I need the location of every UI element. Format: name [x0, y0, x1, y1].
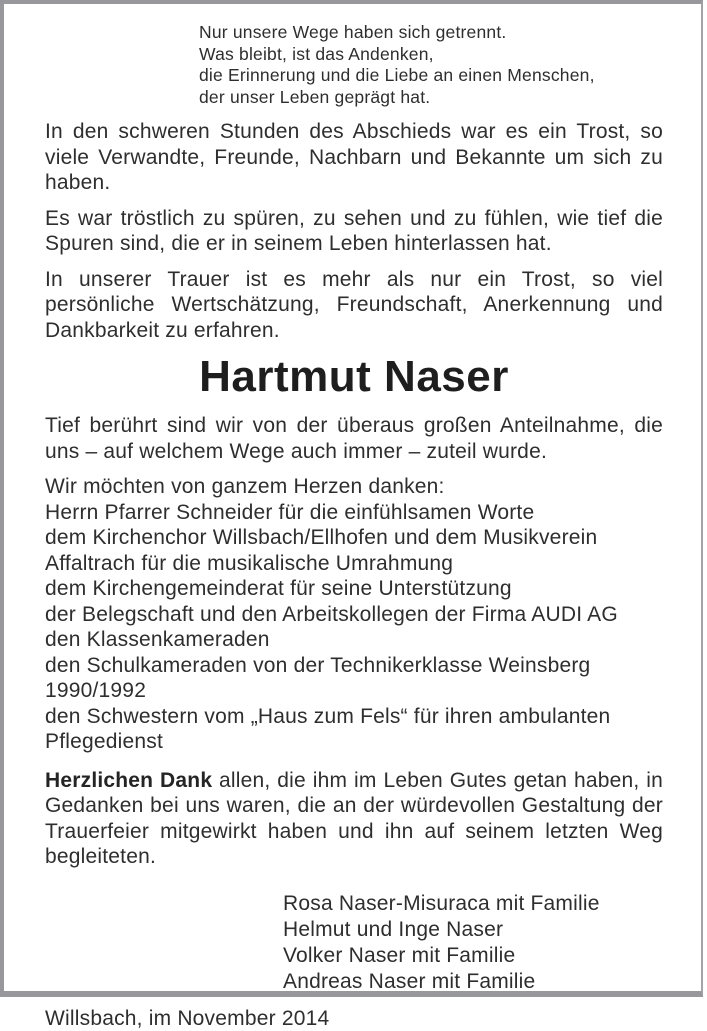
thanks-item: Herrn Pfarrer Schneider für die einfühlsamen Worte: [45, 500, 535, 524]
deceased-name: Hartmut Naser: [199, 352, 509, 402]
paragraph-touched: Tief berührt sind wir von der überaus großen Anteilnahme, die uns – auf welchem Wege auch immer – zuteil wurde.: [45, 414, 663, 463]
paragraph-comfort: Es war tröstlich zu spüren, zu sehen und zu fühlen, wie tief die Spuren sind, die er in seinem Leben hinterlassen hat.: [45, 206, 663, 256]
opening-quote: [199, 22, 663, 108]
thanks-item: den Schwestern vom „Haus zum Fels“ für ihren ambulanten Pflegedienst: [45, 704, 611, 754]
thanks-item: der Belegschaft und den Arbeitskollegen der Firma AUDI AG: [45, 602, 618, 626]
paragraph-gratitude: In unserer Trauer ist es mehr als nur ein Trost, so viel persönliche Wertschätzung, Freundschaft, Anerkennung und Dankbarkeit zu erfahren.: [45, 267, 663, 342]
closing-bold-lead: Herzlichen Dank: [45, 768, 213, 792]
signature-line: Volker Naser mit Familie: [283, 943, 516, 967]
thanks-intro: Wir möchten von ganzem Herzen danken:: [45, 475, 445, 499]
quote-line: Nur unsere Wege haben sich getrennt.: [199, 22, 507, 42]
thanks-item: den Schulkameraden von der Technikerklasse Weinsberg 1990/1992: [45, 653, 591, 703]
quote-line: Was bleibt, ist das Andenken,: [199, 43, 434, 64]
thanks-item: dem Kirchengemeinderat für seine Unterstützung: [45, 577, 512, 601]
thanks-item: dem Kirchenchor Willsbach/Ellhofen und dem Musikverein Affaltrach für die musikalische Umrahmung: [45, 526, 598, 575]
signature-line: Rosa Naser-Misuraca mit Familie: [283, 891, 600, 915]
signature-line: Helmut und Inge Naser: [283, 917, 504, 941]
quote-line: die Erinnerung und die Liebe an einen Menschen,: [199, 65, 595, 86]
signature-line: Andreas Naser mit Familie: [283, 969, 536, 993]
thanks-item: den Klassenkameraden: [45, 628, 270, 652]
place-date-line: Willsbach, im November 2014: [45, 1006, 330, 1030]
closing-text: allen, die ihm im Leben Gutes getan haben, in Gedanken bei uns waren, die an der würdevollen Gestaltung der Trauerfeier mitgewirkt haben und ihn auf seinem letzten Weg begleiteten.: [45, 768, 663, 869]
quote-line: der unser Leben geprägt hat.: [199, 86, 431, 107]
thanks-section: [45, 474, 663, 755]
closing-paragraph: [45, 768, 663, 870]
signature-block: [283, 891, 663, 995]
paragraph-condolence: In den schweren Stunden des Abschieds war es ein Trost, so viele Verwandte, Freunde, Nachbarn und Bekannte um sich zu haben.: [45, 120, 663, 195]
